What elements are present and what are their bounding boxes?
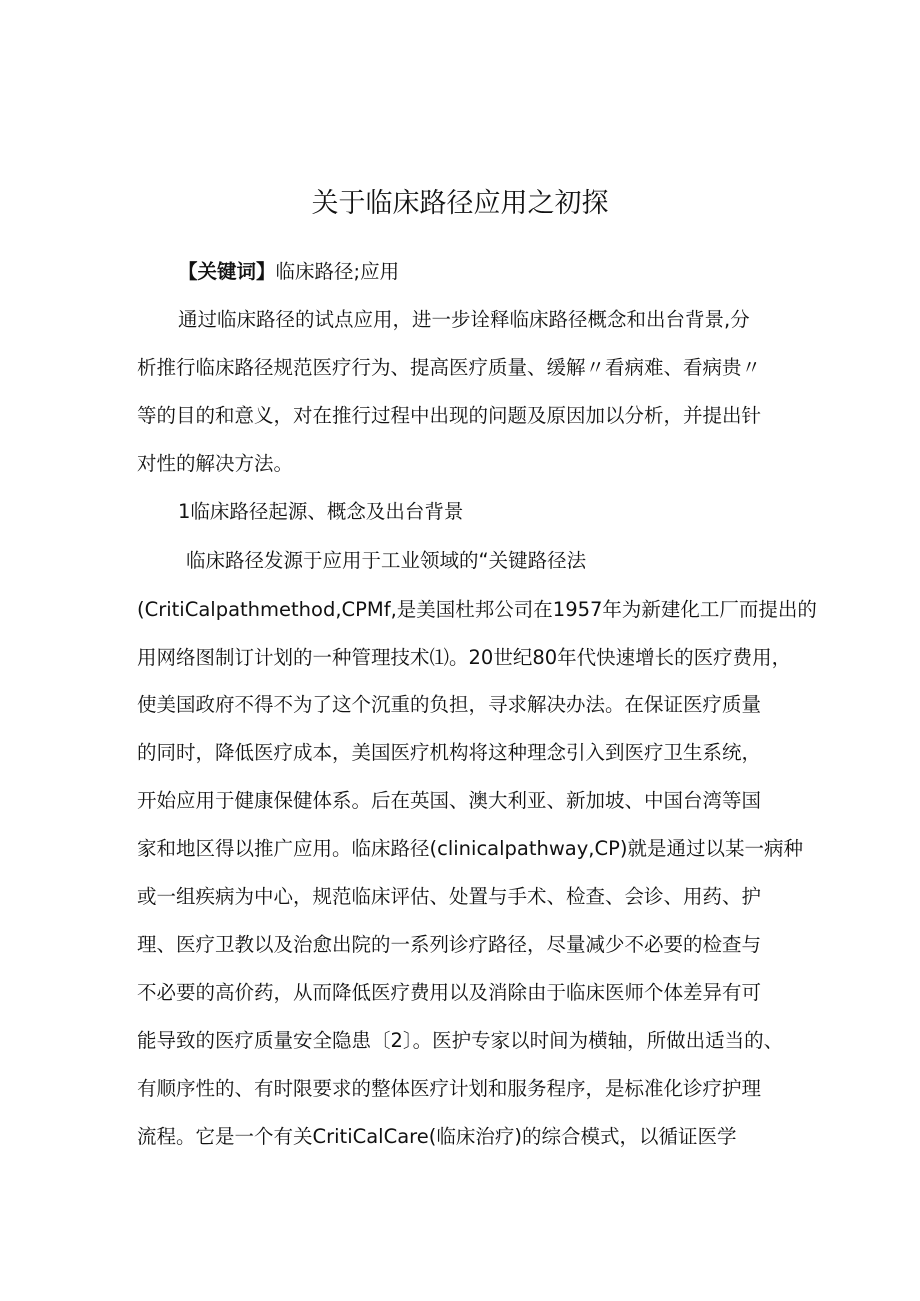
abstract-line: 析推行临床路径规范医疗行为、提高医疗质量、缓解〃看病难、看病贵〃 [137,356,762,379]
body-line: 理、医疗卫教以及治愈出院的一系列诊疗路径，尽量减少不必要的检查与 [137,933,762,956]
abstract-line: 通过临床路径的试点应用，进一步诠释临床路径概念和出台背景,分 [178,308,750,331]
page-title: 关于临床路径应用之初探 [311,188,609,219]
body-line: 或一组疾病为中心，规范临床评估、处置与手术、检查、会诊、用药、护 [137,885,762,908]
body-line: 开始应用于健康保健体系。后在英国、澳大利亚、新加坡、中国台湾等国 [137,789,762,812]
abstract-line: 等的目的和意义，对在推行过程中出现的问题及原因加以分析，并提出针 [137,404,762,427]
body-line: 的同时，降低医疗成本，美国医疗机构将这种理念引入到医疗卫生系统， [137,741,762,764]
keywords-value: 临床路径;应用 [275,260,400,283]
body-line: 流程。它是一个有关CritiCalCare(临床治疗)的综合模式，以循证医学 [137,1125,737,1148]
body-line: 使美国政府不得不为了这个沉重的负担，寻求解决办法。在保证医疗质量 [137,693,762,716]
body-line: 用网络图制订计划的一种管理技术⑴。20世纪80年代快速增长的医疗费用， [137,646,792,669]
keywords-label: 【关键词】 [178,260,276,283]
body-line: 有顺序性的、有时限要求的整体医疗计划和服务程序，是标准化诊疗护理 [137,1077,762,1100]
body-line: 不必要的高价药，从而降低医疗费用以及消除由于临床医师个体差异有可 [137,981,762,1004]
section-heading: 1临床路径起源、概念及出台背景 [178,500,464,523]
body-line: 家和地区得以推广应用。临床路径(clinicalpathway,CP)就是通过以某一病种 [137,837,803,860]
body-line: (CritiCalpathmethod,CPMf,是美国杜邦公司在1957年为新建化工厂而提出的 [137,598,817,621]
body-line: 临床路径发源于应用于工业领域的“关键路径法 [186,549,587,572]
body-line: 能导致的医疗质量安全隐患〔2〕。医护专家以时间为横轴，所做出适当的、 [137,1029,784,1052]
abstract-line: 对性的解决方法。 [137,452,294,475]
keywords-line [178,257,399,287]
